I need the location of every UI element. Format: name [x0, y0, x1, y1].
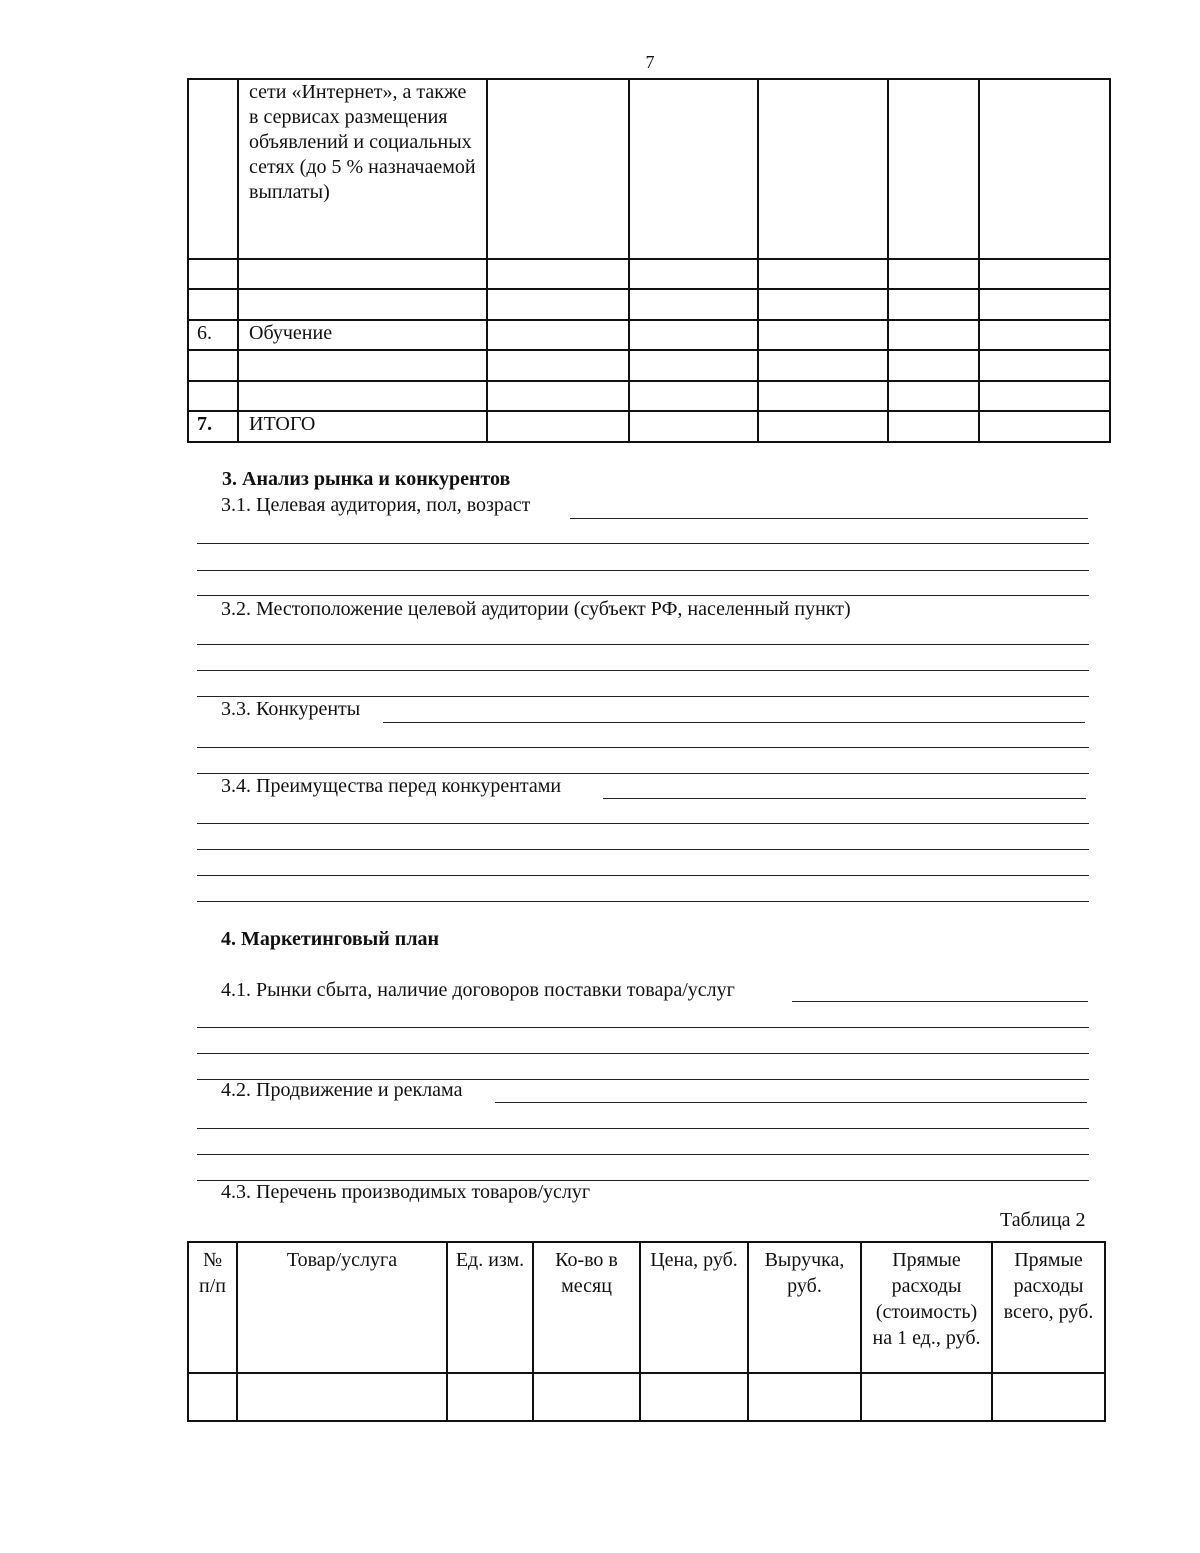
table-cell[interactable]	[992, 1373, 1105, 1421]
answer-line[interactable]	[197, 1027, 1089, 1028]
table-cell	[629, 289, 758, 320]
table-cell	[888, 350, 979, 381]
answer-line[interactable]	[197, 1053, 1089, 1054]
table-row	[188, 259, 1110, 289]
table-cell	[758, 411, 888, 442]
answer-line[interactable]	[197, 901, 1089, 902]
table-cell	[758, 350, 888, 381]
row-number	[188, 289, 238, 320]
table-cell	[629, 381, 758, 411]
table-cell	[758, 79, 888, 259]
table-cell[interactable]	[748, 1373, 861, 1421]
table-row-total	[188, 411, 1110, 442]
header-num: № п/п	[188, 1242, 237, 1373]
header-product: Товар/услуга	[237, 1242, 447, 1373]
row-item: Обучение	[238, 320, 487, 350]
table-cell[interactable]	[237, 1373, 447, 1421]
table-row	[188, 320, 1110, 350]
table-cell	[487, 411, 629, 442]
row-number	[188, 350, 238, 381]
table-cell	[758, 320, 888, 350]
question-4-3: 4.3. Перечень производимых товаров/услуг	[221, 1181, 591, 1203]
table-cell	[487, 381, 629, 411]
row-item: ИТОГО	[238, 411, 487, 442]
table-cell	[629, 350, 758, 381]
table-cell	[487, 350, 629, 381]
row-number	[188, 259, 238, 289]
row-item: сети «Интернет», а также в сервисах размещения объявлений и социальных сетях (до 5 % назначаемой выплаты)	[238, 79, 487, 259]
table-row	[188, 350, 1110, 381]
question-3-2: 3.2. Местоположение целевой аудитории (субъект РФ, населенный пункт)	[221, 598, 851, 620]
answer-line[interactable]	[197, 773, 1089, 774]
table-cell	[487, 320, 629, 350]
table-cell[interactable]	[861, 1373, 992, 1421]
page-number: 7	[645, 52, 655, 72]
table-cell	[629, 79, 758, 259]
row-number	[188, 381, 238, 411]
table-cell	[758, 289, 888, 320]
answer-line[interactable]	[197, 570, 1089, 571]
table-cell	[979, 259, 1110, 289]
header-quantity: Ко-во в месяц	[533, 1242, 640, 1373]
header-unit-cost: Прямые расходы (стоимость) на 1 ед., руб.	[861, 1242, 992, 1373]
answer-line[interactable]	[197, 747, 1089, 748]
table-cell	[979, 350, 1110, 381]
question-4-1: 4.1. Рынки сбыта, наличие договоров поставки товара/услуг	[221, 979, 735, 1001]
question-3-1: 3.1. Целевая аудитория, пол, возраст	[221, 494, 531, 516]
row-number	[188, 79, 238, 259]
answer-line[interactable]	[197, 1154, 1089, 1155]
answer-line[interactable]	[495, 1102, 1087, 1103]
row-number: 6.	[188, 320, 238, 350]
row-item	[238, 381, 487, 411]
table-cell	[979, 320, 1110, 350]
header-revenue: Выручка, руб.	[748, 1242, 861, 1373]
table-cell	[888, 411, 979, 442]
table-cell	[888, 289, 979, 320]
table-cell	[979, 79, 1110, 259]
table-cell	[888, 259, 979, 289]
header-unit: Ед. изм.	[447, 1242, 533, 1373]
table-cell	[888, 79, 979, 259]
table-cell	[979, 411, 1110, 442]
table-cell	[629, 259, 758, 289]
expenses-table	[187, 78, 1111, 443]
table-row	[188, 1373, 1105, 1421]
question-3-4: 3.4. Преимущества перед конкурентами	[221, 775, 562, 797]
table-cell	[487, 79, 629, 259]
table-cell	[758, 259, 888, 289]
table-row	[188, 79, 1110, 259]
table-row	[188, 289, 1110, 320]
question-4-2: 4.2. Продвижение и реклама	[221, 1079, 463, 1101]
question-3-3: 3.3. Конкуренты	[221, 698, 361, 720]
answer-line[interactable]	[197, 670, 1089, 671]
table-cell	[487, 289, 629, 320]
table-cell[interactable]	[188, 1373, 237, 1421]
section3-heading: 3. Анализ рынка и конкурентов	[222, 468, 511, 490]
table-cell	[629, 411, 758, 442]
answer-line[interactable]	[197, 595, 1089, 596]
row-number: 7.	[188, 411, 238, 442]
table-cell	[629, 320, 758, 350]
answer-line[interactable]	[197, 823, 1089, 824]
row-item	[238, 259, 487, 289]
row-item	[238, 289, 487, 320]
table-cell[interactable]	[533, 1373, 640, 1421]
row-item	[238, 350, 487, 381]
table-row	[188, 381, 1110, 411]
answer-line[interactable]	[570, 518, 1088, 519]
answer-line[interactable]	[197, 875, 1089, 876]
table2-caption: Таблица 2	[1000, 1209, 1086, 1231]
table-header-row	[188, 1242, 1105, 1373]
table-cell	[888, 381, 979, 411]
products-table	[187, 1241, 1106, 1422]
table-cell	[487, 259, 629, 289]
answer-line[interactable]	[197, 696, 1089, 697]
answer-line[interactable]	[603, 798, 1086, 799]
answer-line[interactable]	[383, 722, 1085, 723]
table-cell	[758, 381, 888, 411]
answer-line[interactable]	[197, 1128, 1089, 1129]
table-cell[interactable]	[447, 1373, 533, 1421]
table-cell	[979, 289, 1110, 320]
answer-line[interactable]	[197, 543, 1089, 544]
table-cell[interactable]	[640, 1373, 748, 1421]
answer-line[interactable]	[197, 849, 1089, 850]
section4-heading: 4. Маркетинговый план	[221, 928, 440, 950]
answer-line[interactable]	[197, 644, 1089, 645]
table-cell	[888, 320, 979, 350]
header-price: Цена, руб.	[640, 1242, 748, 1373]
answer-line[interactable]	[792, 1001, 1088, 1002]
header-total-cost: Прямые расходы всего, руб.	[992, 1242, 1105, 1373]
table-cell	[979, 381, 1110, 411]
